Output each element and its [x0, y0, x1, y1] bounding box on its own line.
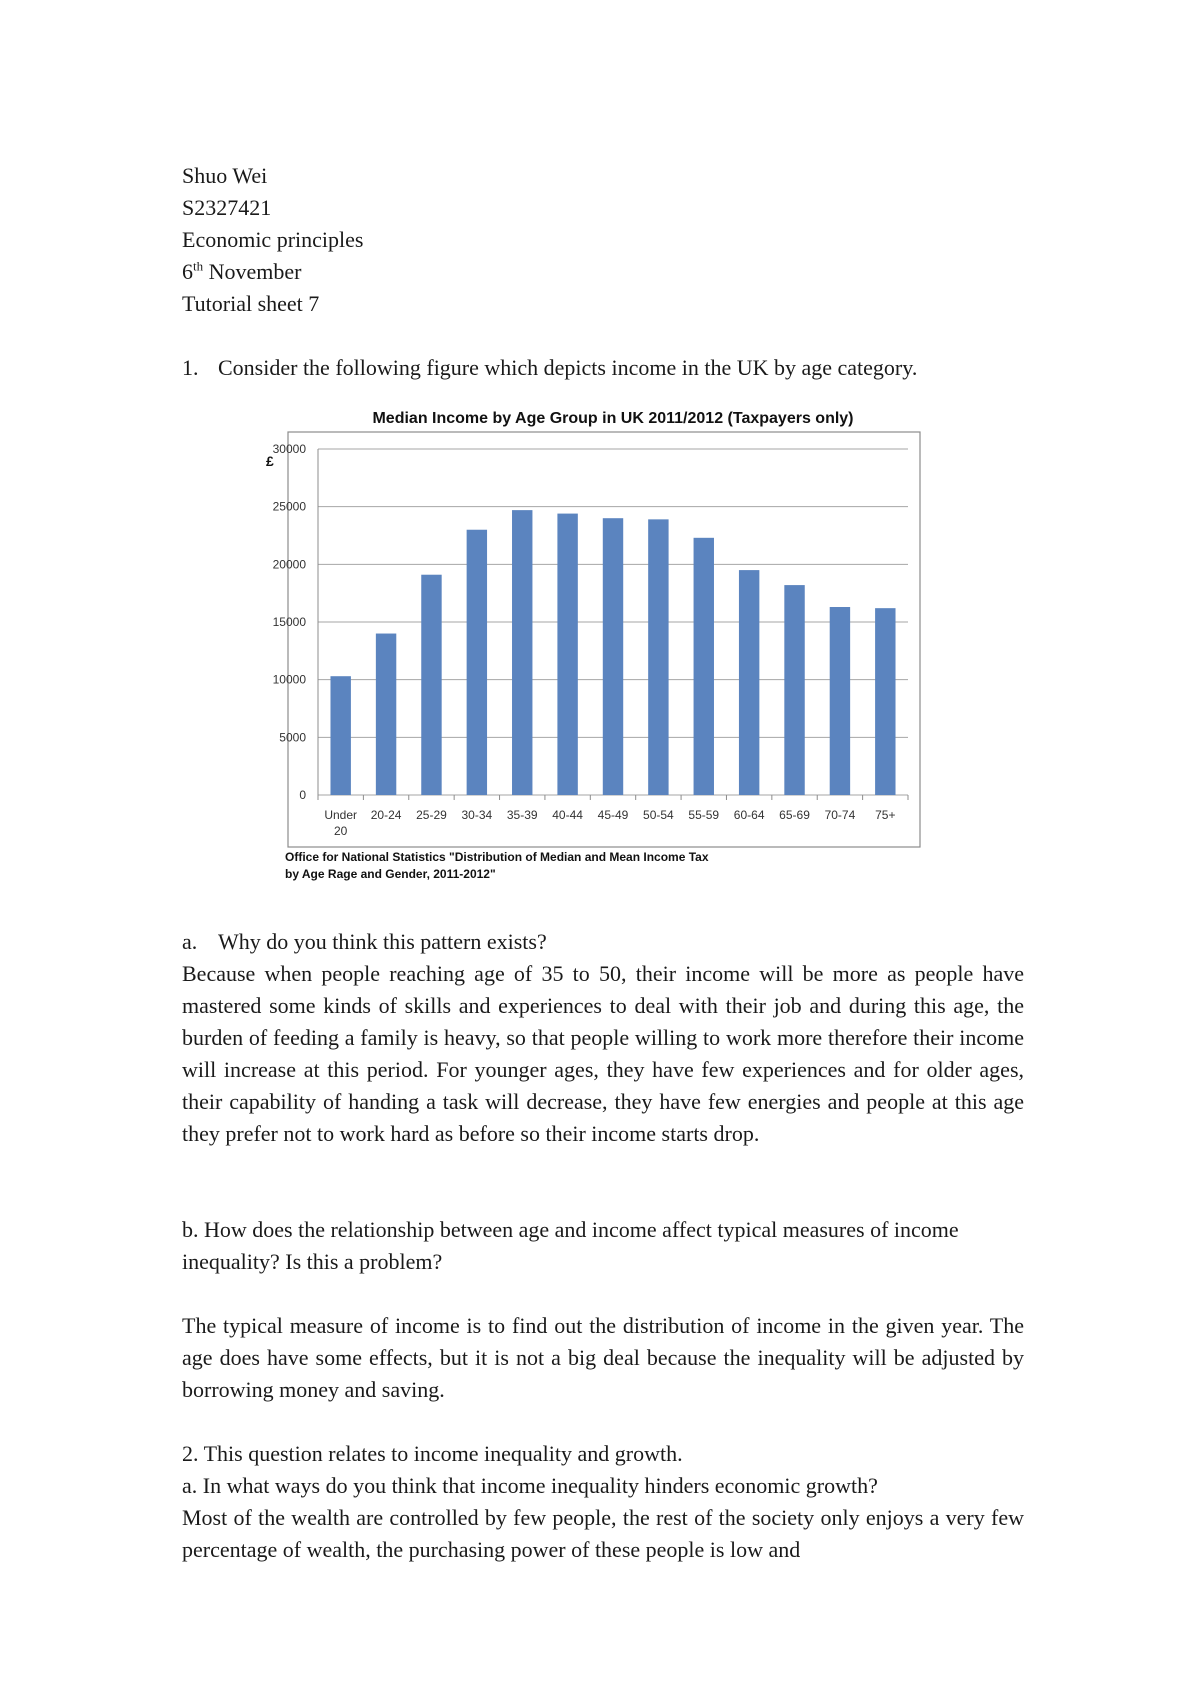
y-tick-label: 25000 [272, 499, 306, 514]
x-tick-label: 45-49 [597, 808, 629, 822]
x-tick-label: 60-64 [733, 808, 765, 822]
question-1-prompt: Consider the following figure which depicts income in the UK by age category. [218, 355, 918, 380]
bar [557, 514, 577, 795]
x-tick-label: 30-34 [461, 808, 493, 822]
y-tick-label: 30000 [272, 442, 306, 456]
author-name: Shuo Wei [182, 163, 268, 188]
bar [875, 608, 895, 795]
bar [694, 538, 714, 795]
date [182, 256, 301, 288]
x-tick-label: 40-44 [552, 808, 583, 822]
x-tick-label: 75+ [875, 808, 896, 822]
date-ordinal: th [193, 258, 204, 274]
x-tick-label: 25-29 [416, 808, 447, 822]
sheet-title: Tutorial sheet 7 [182, 291, 320, 316]
question-1 [182, 352, 917, 384]
x-tick-label: 20-24 [370, 808, 402, 822]
date-day: 6 [182, 259, 193, 284]
bar [376, 634, 396, 795]
y-tick-label: 0 [299, 788, 306, 802]
x-tick-label: Under 20 [324, 808, 358, 838]
question-2: 2. This question relates to income inequality and growth. [182, 1441, 683, 1466]
course-name: Economic principles [182, 227, 364, 252]
question-1a [182, 926, 547, 958]
x-tick-label: 35-39 [506, 808, 538, 822]
answer-1a: Because when people reaching age of 35 to 50, their income will be more as people have mastered some kinds of skills and experiences to deal with their job and during this age, the burden of feeding a family is heavy, so that people willing to work more therefore their income will increase at this period. For younger ages, they have few experiences and for older ages, their capability of handing a task will decrease, they have few energies and people at this age they prefer not to work hard as before so their income starts drop. [182, 961, 1024, 1146]
question-2a: a. In what ways do you think that income inequality hinders economic growth? [182, 1473, 878, 1498]
question-1a-label: a. [182, 929, 198, 954]
bar [603, 518, 623, 795]
question-1b-line-1: b. How does the relationship between age and income affect typical measures of income [182, 1217, 959, 1242]
answer-2a: Most of the wealth are controlled by few people, the rest of the society only enjoys a very few percentage of wealth, the purchasing power of these people is low and [182, 1505, 1024, 1562]
y-tick-label: 5000 [279, 730, 306, 745]
answer-1b: The typical measure of income is to find out the distribution of income in the given year. The age does have some effects, but it is not a big deal because the inequality will be adjusted by borrowing money and saving. [182, 1313, 1024, 1402]
bar [784, 585, 804, 795]
bar [512, 510, 532, 795]
bar [467, 530, 487, 795]
chart-source-line-2: by Age Rage and Gender, 2011-2012" [285, 867, 496, 881]
y-axis-currency-label: £ [266, 453, 274, 469]
bar [330, 676, 350, 795]
question-1b [182, 1214, 1024, 1278]
chart-source-line-1: Office for National Statistics "Distribution of Median and Mean Income Tax [285, 850, 709, 864]
x-tick-label: 70-74 [824, 808, 856, 822]
x-tick-label: 65-69 [779, 808, 810, 822]
bar-chart-svg [258, 404, 938, 904]
bar [648, 519, 668, 795]
chart-title: Median Income by Age Group in UK 2011/2012 (Taxpayers only) [372, 410, 854, 427]
x-tick-label: 55-59 [688, 808, 720, 822]
student-id: S2327421 [182, 195, 272, 220]
bar [739, 570, 759, 795]
question-1b-line-2: inequality? Is this a problem? [182, 1249, 443, 1274]
question-1-number: 1. [182, 355, 199, 380]
question-1a-text: Why do you think this pattern exists? [218, 929, 547, 954]
x-tick-label: 50-54 [643, 808, 674, 822]
bar [830, 607, 850, 795]
y-tick-label: 10000 [272, 672, 306, 687]
y-tick-label: 20000 [272, 557, 306, 572]
income-chart [258, 404, 938, 904]
bar [421, 575, 441, 795]
date-month: November [203, 259, 302, 284]
y-tick-label: 15000 [272, 615, 306, 629]
